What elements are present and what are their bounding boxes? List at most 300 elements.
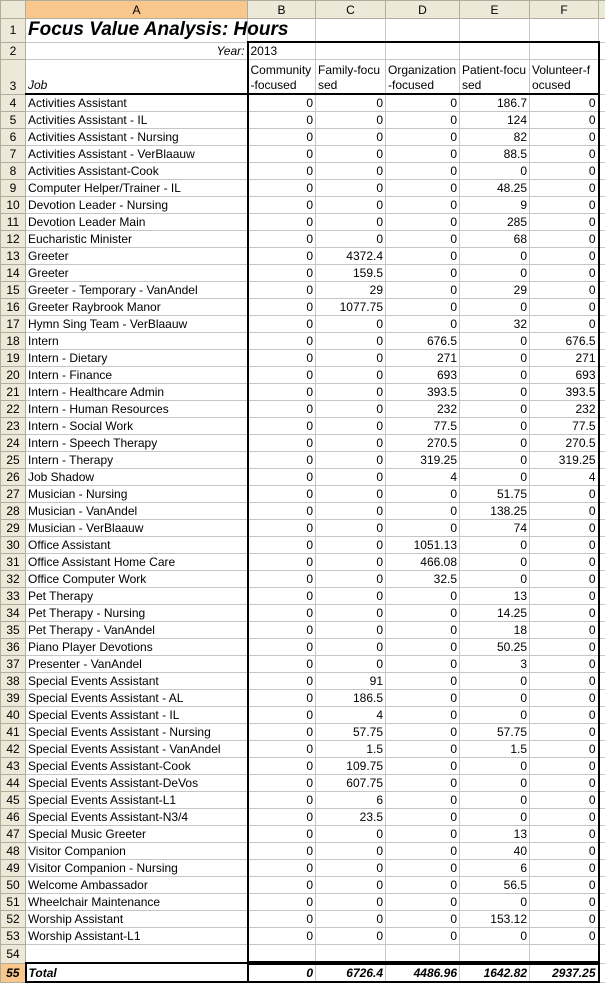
- value-cell[interactable]: 0: [316, 401, 386, 418]
- cell[interactable]: [316, 945, 386, 964]
- value-cell[interactable]: 0: [530, 163, 599, 180]
- job-name-cell[interactable]: Visitor Companion: [26, 843, 248, 860]
- job-name-cell[interactable]: Office Computer Work: [26, 571, 248, 588]
- job-name-cell[interactable]: Wheelchair Maintenance: [26, 894, 248, 911]
- job-name-cell[interactable]: Musician - VerBlaauw: [26, 520, 248, 537]
- job-name-cell[interactable]: Devotion Leader Main: [26, 214, 248, 231]
- row-header[interactable]: 5: [1, 112, 26, 129]
- value-cell[interactable]: 0: [316, 316, 386, 333]
- row-header[interactable]: 4: [1, 94, 26, 112]
- column-header-d[interactable]: D: [386, 1, 460, 19]
- cell[interactable]: [599, 42, 605, 60]
- value-cell[interactable]: 0: [248, 911, 316, 928]
- cell[interactable]: [599, 963, 605, 982]
- value-cell[interactable]: 0: [530, 843, 599, 860]
- row-header[interactable]: 10: [1, 197, 26, 214]
- value-cell[interactable]: 0: [460, 809, 530, 826]
- value-cell[interactable]: 319.25: [530, 452, 599, 469]
- row-header[interactable]: 36: [1, 639, 26, 656]
- cell[interactable]: [599, 452, 605, 469]
- row-header[interactable]: 53: [1, 928, 26, 945]
- job-name-cell[interactable]: Intern - Healthcare Admin: [26, 384, 248, 401]
- value-cell[interactable]: 138.25: [460, 503, 530, 520]
- value-cell[interactable]: 29: [316, 282, 386, 299]
- job-name-cell[interactable]: Greeter Raybrook Manor: [26, 299, 248, 316]
- cell[interactable]: [599, 792, 605, 809]
- value-cell[interactable]: 0: [248, 826, 316, 843]
- value-cell[interactable]: 23.5: [316, 809, 386, 826]
- value-cell[interactable]: 56.5: [460, 877, 530, 894]
- value-cell[interactable]: 6: [316, 792, 386, 809]
- value-cell[interactable]: 0: [316, 503, 386, 520]
- value-cell[interactable]: 0: [248, 520, 316, 537]
- row-header[interactable]: 15: [1, 282, 26, 299]
- value-cell[interactable]: 51.75: [460, 486, 530, 503]
- value-cell[interactable]: 0: [386, 894, 460, 911]
- value-cell[interactable]: 0: [248, 622, 316, 639]
- value-cell[interactable]: 0: [248, 503, 316, 520]
- value-cell[interactable]: 82: [460, 129, 530, 146]
- column-header-b[interactable]: B: [248, 1, 316, 19]
- row-header[interactable]: 52: [1, 911, 26, 928]
- value-cell[interactable]: 0: [530, 622, 599, 639]
- job-name-cell[interactable]: Computer Helper/Trainer - IL: [26, 180, 248, 197]
- value-cell[interactable]: 0: [248, 299, 316, 316]
- value-cell[interactable]: 18: [460, 622, 530, 639]
- value-cell[interactable]: 0: [248, 928, 316, 945]
- value-cell[interactable]: 0: [386, 741, 460, 758]
- value-cell[interactable]: 0: [248, 571, 316, 588]
- value-cell[interactable]: 153.12: [460, 911, 530, 928]
- row-header[interactable]: 9: [1, 180, 26, 197]
- value-cell[interactable]: 74: [460, 520, 530, 537]
- row-header[interactable]: 34: [1, 605, 26, 622]
- cell[interactable]: [599, 350, 605, 367]
- job-name-cell[interactable]: Pet Therapy: [26, 588, 248, 605]
- row-header[interactable]: 19: [1, 350, 26, 367]
- cell[interactable]: [599, 758, 605, 775]
- cell[interactable]: [599, 673, 605, 690]
- job-name-cell[interactable]: Intern - Social Work: [26, 418, 248, 435]
- value-cell[interactable]: 0: [386, 265, 460, 282]
- row-header[interactable]: 51: [1, 894, 26, 911]
- value-cell[interactable]: 186.5: [316, 690, 386, 707]
- value-cell[interactable]: 32: [460, 316, 530, 333]
- value-cell[interactable]: 0: [530, 673, 599, 690]
- value-cell[interactable]: 0: [460, 792, 530, 809]
- column-header-c[interactable]: C: [316, 1, 386, 19]
- row-header[interactable]: 35: [1, 622, 26, 639]
- value-cell[interactable]: 0: [248, 214, 316, 231]
- value-cell[interactable]: 0: [530, 180, 599, 197]
- value-cell[interactable]: 0: [316, 129, 386, 146]
- value-cell[interactable]: 0: [530, 537, 599, 554]
- column-header-e[interactable]: E: [460, 1, 530, 19]
- cell[interactable]: [599, 860, 605, 877]
- cell[interactable]: [599, 146, 605, 163]
- value-cell[interactable]: 0: [460, 673, 530, 690]
- cell[interactable]: [599, 197, 605, 214]
- value-cell[interactable]: 0: [316, 537, 386, 554]
- value-cell[interactable]: 0: [386, 282, 460, 299]
- row-header[interactable]: 47: [1, 826, 26, 843]
- value-cell[interactable]: 0: [386, 316, 460, 333]
- cell[interactable]: [599, 214, 605, 231]
- value-cell[interactable]: 0: [386, 911, 460, 928]
- value-cell[interactable]: 0: [248, 112, 316, 129]
- value-cell[interactable]: 0: [530, 707, 599, 724]
- value-cell[interactable]: 0: [316, 486, 386, 503]
- cell[interactable]: [599, 707, 605, 724]
- value-cell[interactable]: 0: [530, 775, 599, 792]
- value-cell[interactable]: 0: [530, 316, 599, 333]
- value-cell[interactable]: 0: [248, 146, 316, 163]
- cell[interactable]: [599, 163, 605, 180]
- row-header[interactable]: 33: [1, 588, 26, 605]
- value-cell[interactable]: 607.75: [316, 775, 386, 792]
- value-cell[interactable]: 4: [530, 469, 599, 486]
- row-header[interactable]: 27: [1, 486, 26, 503]
- value-cell[interactable]: 0: [530, 877, 599, 894]
- value-cell[interactable]: 1077.75: [316, 299, 386, 316]
- column-header-f[interactable]: F: [530, 1, 599, 19]
- value-cell[interactable]: 393.5: [530, 384, 599, 401]
- value-cell[interactable]: 0: [530, 588, 599, 605]
- value-cell[interactable]: 0: [460, 537, 530, 554]
- cell[interactable]: [599, 248, 605, 265]
- value-cell[interactable]: 0: [460, 554, 530, 571]
- cell[interactable]: [386, 42, 460, 60]
- value-cell[interactable]: 0: [530, 214, 599, 231]
- value-cell[interactable]: 0: [316, 384, 386, 401]
- value-cell[interactable]: 1.5: [460, 741, 530, 758]
- value-cell[interactable]: 0: [386, 809, 460, 826]
- cell[interactable]: [460, 42, 530, 60]
- select-all-corner[interactable]: [1, 1, 26, 19]
- value-cell[interactable]: 57.75: [460, 724, 530, 741]
- row-header[interactable]: 23: [1, 418, 26, 435]
- job-name-cell[interactable]: Office Assistant: [26, 537, 248, 554]
- cell[interactable]: [599, 571, 605, 588]
- value-cell[interactable]: 0: [386, 248, 460, 265]
- job-column-header[interactable]: Job: [26, 60, 248, 95]
- value-cell[interactable]: 0: [460, 299, 530, 316]
- cell[interactable]: [599, 928, 605, 945]
- value-cell[interactable]: 0: [386, 673, 460, 690]
- value-cell[interactable]: 0: [316, 350, 386, 367]
- value-cell[interactable]: 0: [460, 435, 530, 452]
- job-name-cell[interactable]: Pet Therapy - VanAndel: [26, 622, 248, 639]
- value-cell[interactable]: 0: [316, 180, 386, 197]
- value-cell[interactable]: 0: [386, 520, 460, 537]
- job-name-cell[interactable]: Special Events Assistant - AL: [26, 690, 248, 707]
- value-cell[interactable]: 676.5: [530, 333, 599, 350]
- value-cell[interactable]: 0: [460, 265, 530, 282]
- row-header[interactable]: 20: [1, 367, 26, 384]
- value-cell[interactable]: 0: [386, 112, 460, 129]
- job-name-cell[interactable]: Intern - Human Resources: [26, 401, 248, 418]
- value-cell[interactable]: 4372.4: [316, 248, 386, 265]
- value-cell[interactable]: 0: [316, 520, 386, 537]
- value-cell[interactable]: 0: [386, 503, 460, 520]
- value-cell[interactable]: 693: [530, 367, 599, 384]
- cell[interactable]: [599, 469, 605, 486]
- value-cell[interactable]: 0: [386, 163, 460, 180]
- row-header[interactable]: 42: [1, 741, 26, 758]
- row-header[interactable]: 14: [1, 265, 26, 282]
- job-name-cell[interactable]: Special Events Assistant-DeVos: [26, 775, 248, 792]
- header-organization-focused[interactable]: Organization-focused: [386, 60, 460, 95]
- value-cell[interactable]: 0: [386, 656, 460, 673]
- value-cell[interactable]: 0: [386, 860, 460, 877]
- value-cell[interactable]: 0: [248, 724, 316, 741]
- row-header[interactable]: 22: [1, 401, 26, 418]
- value-cell[interactable]: 40: [460, 843, 530, 860]
- value-cell[interactable]: 270.5: [530, 435, 599, 452]
- cell[interactable]: [599, 537, 605, 554]
- cell[interactable]: [599, 486, 605, 503]
- value-cell[interactable]: 0: [386, 877, 460, 894]
- value-cell[interactable]: 0: [530, 503, 599, 520]
- job-name-cell[interactable]: Hymn Sing Team - VerBlaauw: [26, 316, 248, 333]
- row-header[interactable]: 50: [1, 877, 26, 894]
- value-cell[interactable]: 0: [248, 180, 316, 197]
- cell[interactable]: [248, 945, 316, 964]
- value-cell[interactable]: 0: [386, 758, 460, 775]
- value-cell[interactable]: 0: [248, 469, 316, 486]
- cell[interactable]: [599, 265, 605, 282]
- row-header[interactable]: 29: [1, 520, 26, 537]
- value-cell[interactable]: 0: [530, 520, 599, 537]
- row-header[interactable]: 31: [1, 554, 26, 571]
- row-header[interactable]: 45: [1, 792, 26, 809]
- job-name-cell[interactable]: Special Events Assistant - VanAndel: [26, 741, 248, 758]
- value-cell[interactable]: 0: [248, 163, 316, 180]
- value-cell[interactable]: 0: [460, 758, 530, 775]
- cell[interactable]: [599, 656, 605, 673]
- value-cell[interactable]: 0: [530, 809, 599, 826]
- value-cell[interactable]: 0: [248, 588, 316, 605]
- value-cell[interactable]: 0: [248, 350, 316, 367]
- value-cell[interactable]: 0: [386, 231, 460, 248]
- row-header[interactable]: 55: [1, 963, 26, 982]
- row-header[interactable]: 21: [1, 384, 26, 401]
- row-header[interactable]: 26: [1, 469, 26, 486]
- cell[interactable]: [26, 945, 248, 964]
- value-cell[interactable]: 393.5: [386, 384, 460, 401]
- value-cell[interactable]: 0: [386, 707, 460, 724]
- job-name-cell[interactable]: Intern - Dietary: [26, 350, 248, 367]
- value-cell[interactable]: 0: [248, 197, 316, 214]
- job-name-cell[interactable]: Intern: [26, 333, 248, 350]
- value-cell[interactable]: 50.25: [460, 639, 530, 656]
- value-cell[interactable]: 0: [386, 129, 460, 146]
- value-cell[interactable]: 1.5: [316, 741, 386, 758]
- value-cell[interactable]: 0: [530, 486, 599, 503]
- value-cell[interactable]: 0: [316, 469, 386, 486]
- cell[interactable]: [599, 877, 605, 894]
- value-cell[interactable]: 0: [248, 809, 316, 826]
- job-name-cell[interactable]: Job Shadow: [26, 469, 248, 486]
- value-cell[interactable]: 0: [530, 639, 599, 656]
- value-cell[interactable]: 0: [248, 741, 316, 758]
- cell[interactable]: [599, 911, 605, 928]
- value-cell[interactable]: 0: [530, 758, 599, 775]
- job-name-cell[interactable]: Activities Assistant - Nursing: [26, 129, 248, 146]
- row-header[interactable]: 43: [1, 758, 26, 775]
- value-cell[interactable]: 0: [530, 231, 599, 248]
- column-header-g[interactable]: [599, 1, 605, 19]
- job-name-cell[interactable]: Visitor Companion - Nursing: [26, 860, 248, 877]
- value-cell[interactable]: 0: [386, 605, 460, 622]
- value-cell[interactable]: 0: [316, 928, 386, 945]
- row-header[interactable]: 17: [1, 316, 26, 333]
- row-header[interactable]: 37: [1, 656, 26, 673]
- row-header[interactable]: 24: [1, 435, 26, 452]
- row-header[interactable]: 11: [1, 214, 26, 231]
- row-header[interactable]: 1: [1, 19, 26, 43]
- value-cell[interactable]: 0: [248, 758, 316, 775]
- value-cell[interactable]: 676.5: [386, 333, 460, 350]
- cell[interactable]: [599, 180, 605, 197]
- value-cell[interactable]: 0: [386, 94, 460, 112]
- value-cell[interactable]: 0: [248, 792, 316, 809]
- value-cell[interactable]: 0: [316, 571, 386, 588]
- value-cell[interactable]: 285: [460, 214, 530, 231]
- value-cell[interactable]: 0: [530, 197, 599, 214]
- cell[interactable]: [599, 299, 605, 316]
- value-cell[interactable]: 0: [530, 112, 599, 129]
- value-cell[interactable]: 0: [248, 860, 316, 877]
- cell[interactable]: [599, 367, 605, 384]
- cell[interactable]: [599, 605, 605, 622]
- value-cell[interactable]: 0: [530, 656, 599, 673]
- value-cell[interactable]: 0: [316, 94, 386, 112]
- value-cell[interactable]: 0: [386, 792, 460, 809]
- job-name-cell[interactable]: Special Events Assistant: [26, 673, 248, 690]
- header-community-focused[interactable]: Community-focused: [248, 60, 316, 95]
- cell[interactable]: [599, 231, 605, 248]
- cell[interactable]: [386, 945, 460, 964]
- cell[interactable]: [599, 843, 605, 860]
- cell[interactable]: [599, 554, 605, 571]
- cell[interactable]: [599, 894, 605, 911]
- row-header[interactable]: 28: [1, 503, 26, 520]
- value-cell[interactable]: 0: [386, 690, 460, 707]
- value-cell[interactable]: 0: [316, 588, 386, 605]
- value-cell[interactable]: 0: [530, 605, 599, 622]
- value-cell[interactable]: 77.5: [386, 418, 460, 435]
- row-header[interactable]: 49: [1, 860, 26, 877]
- job-name-cell[interactable]: Devotion Leader - Nursing: [26, 197, 248, 214]
- value-cell[interactable]: 271: [386, 350, 460, 367]
- value-cell[interactable]: 0: [316, 418, 386, 435]
- value-cell[interactable]: 0: [530, 911, 599, 928]
- value-cell[interactable]: 0: [248, 333, 316, 350]
- cell[interactable]: [599, 316, 605, 333]
- value-cell[interactable]: 0: [460, 928, 530, 945]
- row-header[interactable]: 6: [1, 129, 26, 146]
- cell[interactable]: [599, 724, 605, 741]
- value-cell[interactable]: 232: [530, 401, 599, 418]
- cell[interactable]: [599, 282, 605, 299]
- job-name-cell[interactable]: Eucharistic Minister: [26, 231, 248, 248]
- job-name-cell[interactable]: Activities Assistant-Cook: [26, 163, 248, 180]
- value-cell[interactable]: 0: [316, 112, 386, 129]
- job-name-cell[interactable]: Intern - Therapy: [26, 452, 248, 469]
- value-cell[interactable]: 0: [316, 826, 386, 843]
- job-name-cell[interactable]: Activities Assistant - IL: [26, 112, 248, 129]
- value-cell[interactable]: 0: [248, 894, 316, 911]
- cell[interactable]: [530, 19, 599, 43]
- value-cell[interactable]: 0: [248, 877, 316, 894]
- row-header[interactable]: 16: [1, 299, 26, 316]
- job-name-cell[interactable]: Musician - Nursing: [26, 486, 248, 503]
- value-cell[interactable]: 0: [530, 741, 599, 758]
- total-label[interactable]: Total: [26, 963, 248, 982]
- cell[interactable]: [460, 19, 530, 43]
- value-cell[interactable]: 0: [460, 367, 530, 384]
- value-cell[interactable]: 0: [530, 554, 599, 571]
- job-name-cell[interactable]: Musician - VanAndel: [26, 503, 248, 520]
- value-cell[interactable]: 0: [386, 622, 460, 639]
- job-name-cell[interactable]: Greeter: [26, 248, 248, 265]
- value-cell[interactable]: 48.25: [460, 180, 530, 197]
- value-cell[interactable]: 0: [248, 384, 316, 401]
- job-name-cell[interactable]: Special Events Assistant-L1: [26, 792, 248, 809]
- value-cell[interactable]: 29: [460, 282, 530, 299]
- value-cell[interactable]: 0: [530, 129, 599, 146]
- cell[interactable]: [599, 384, 605, 401]
- total-value-cell[interactable]: 6726.4: [316, 963, 386, 982]
- cell[interactable]: [316, 42, 386, 60]
- value-cell[interactable]: 0: [530, 299, 599, 316]
- cell[interactable]: [599, 775, 605, 792]
- value-cell[interactable]: 0: [248, 537, 316, 554]
- row-header[interactable]: 18: [1, 333, 26, 350]
- row-header[interactable]: 12: [1, 231, 26, 248]
- value-cell[interactable]: 109.75: [316, 758, 386, 775]
- value-cell[interactable]: 0: [248, 673, 316, 690]
- job-name-cell[interactable]: Worship Assistant-L1: [26, 928, 248, 945]
- value-cell[interactable]: 0: [248, 401, 316, 418]
- header-patient-focused[interactable]: Patient-focused: [460, 60, 530, 95]
- value-cell[interactable]: 0: [248, 843, 316, 860]
- value-cell[interactable]: 0: [316, 605, 386, 622]
- value-cell[interactable]: 0: [530, 792, 599, 809]
- value-cell[interactable]: 0: [316, 554, 386, 571]
- cell[interactable]: [599, 129, 605, 146]
- value-cell[interactable]: 0: [386, 843, 460, 860]
- value-cell[interactable]: 0: [530, 265, 599, 282]
- cell[interactable]: [316, 19, 386, 43]
- job-name-cell[interactable]: Special Events Assistant-Cook: [26, 758, 248, 775]
- total-value-cell[interactable]: 1642.82: [460, 963, 530, 982]
- row-header[interactable]: 8: [1, 163, 26, 180]
- value-cell[interactable]: 68: [460, 231, 530, 248]
- value-cell[interactable]: 0: [386, 928, 460, 945]
- value-cell[interactable]: 0: [460, 452, 530, 469]
- value-cell[interactable]: 0: [316, 231, 386, 248]
- value-cell[interactable]: 0: [460, 384, 530, 401]
- value-cell[interactable]: 0: [248, 452, 316, 469]
- value-cell[interactable]: 0: [460, 333, 530, 350]
- row-header[interactable]: 38: [1, 673, 26, 690]
- value-cell[interactable]: 6: [460, 860, 530, 877]
- value-cell[interactable]: 0: [530, 571, 599, 588]
- cell[interactable]: [599, 741, 605, 758]
- row-header[interactable]: 46: [1, 809, 26, 826]
